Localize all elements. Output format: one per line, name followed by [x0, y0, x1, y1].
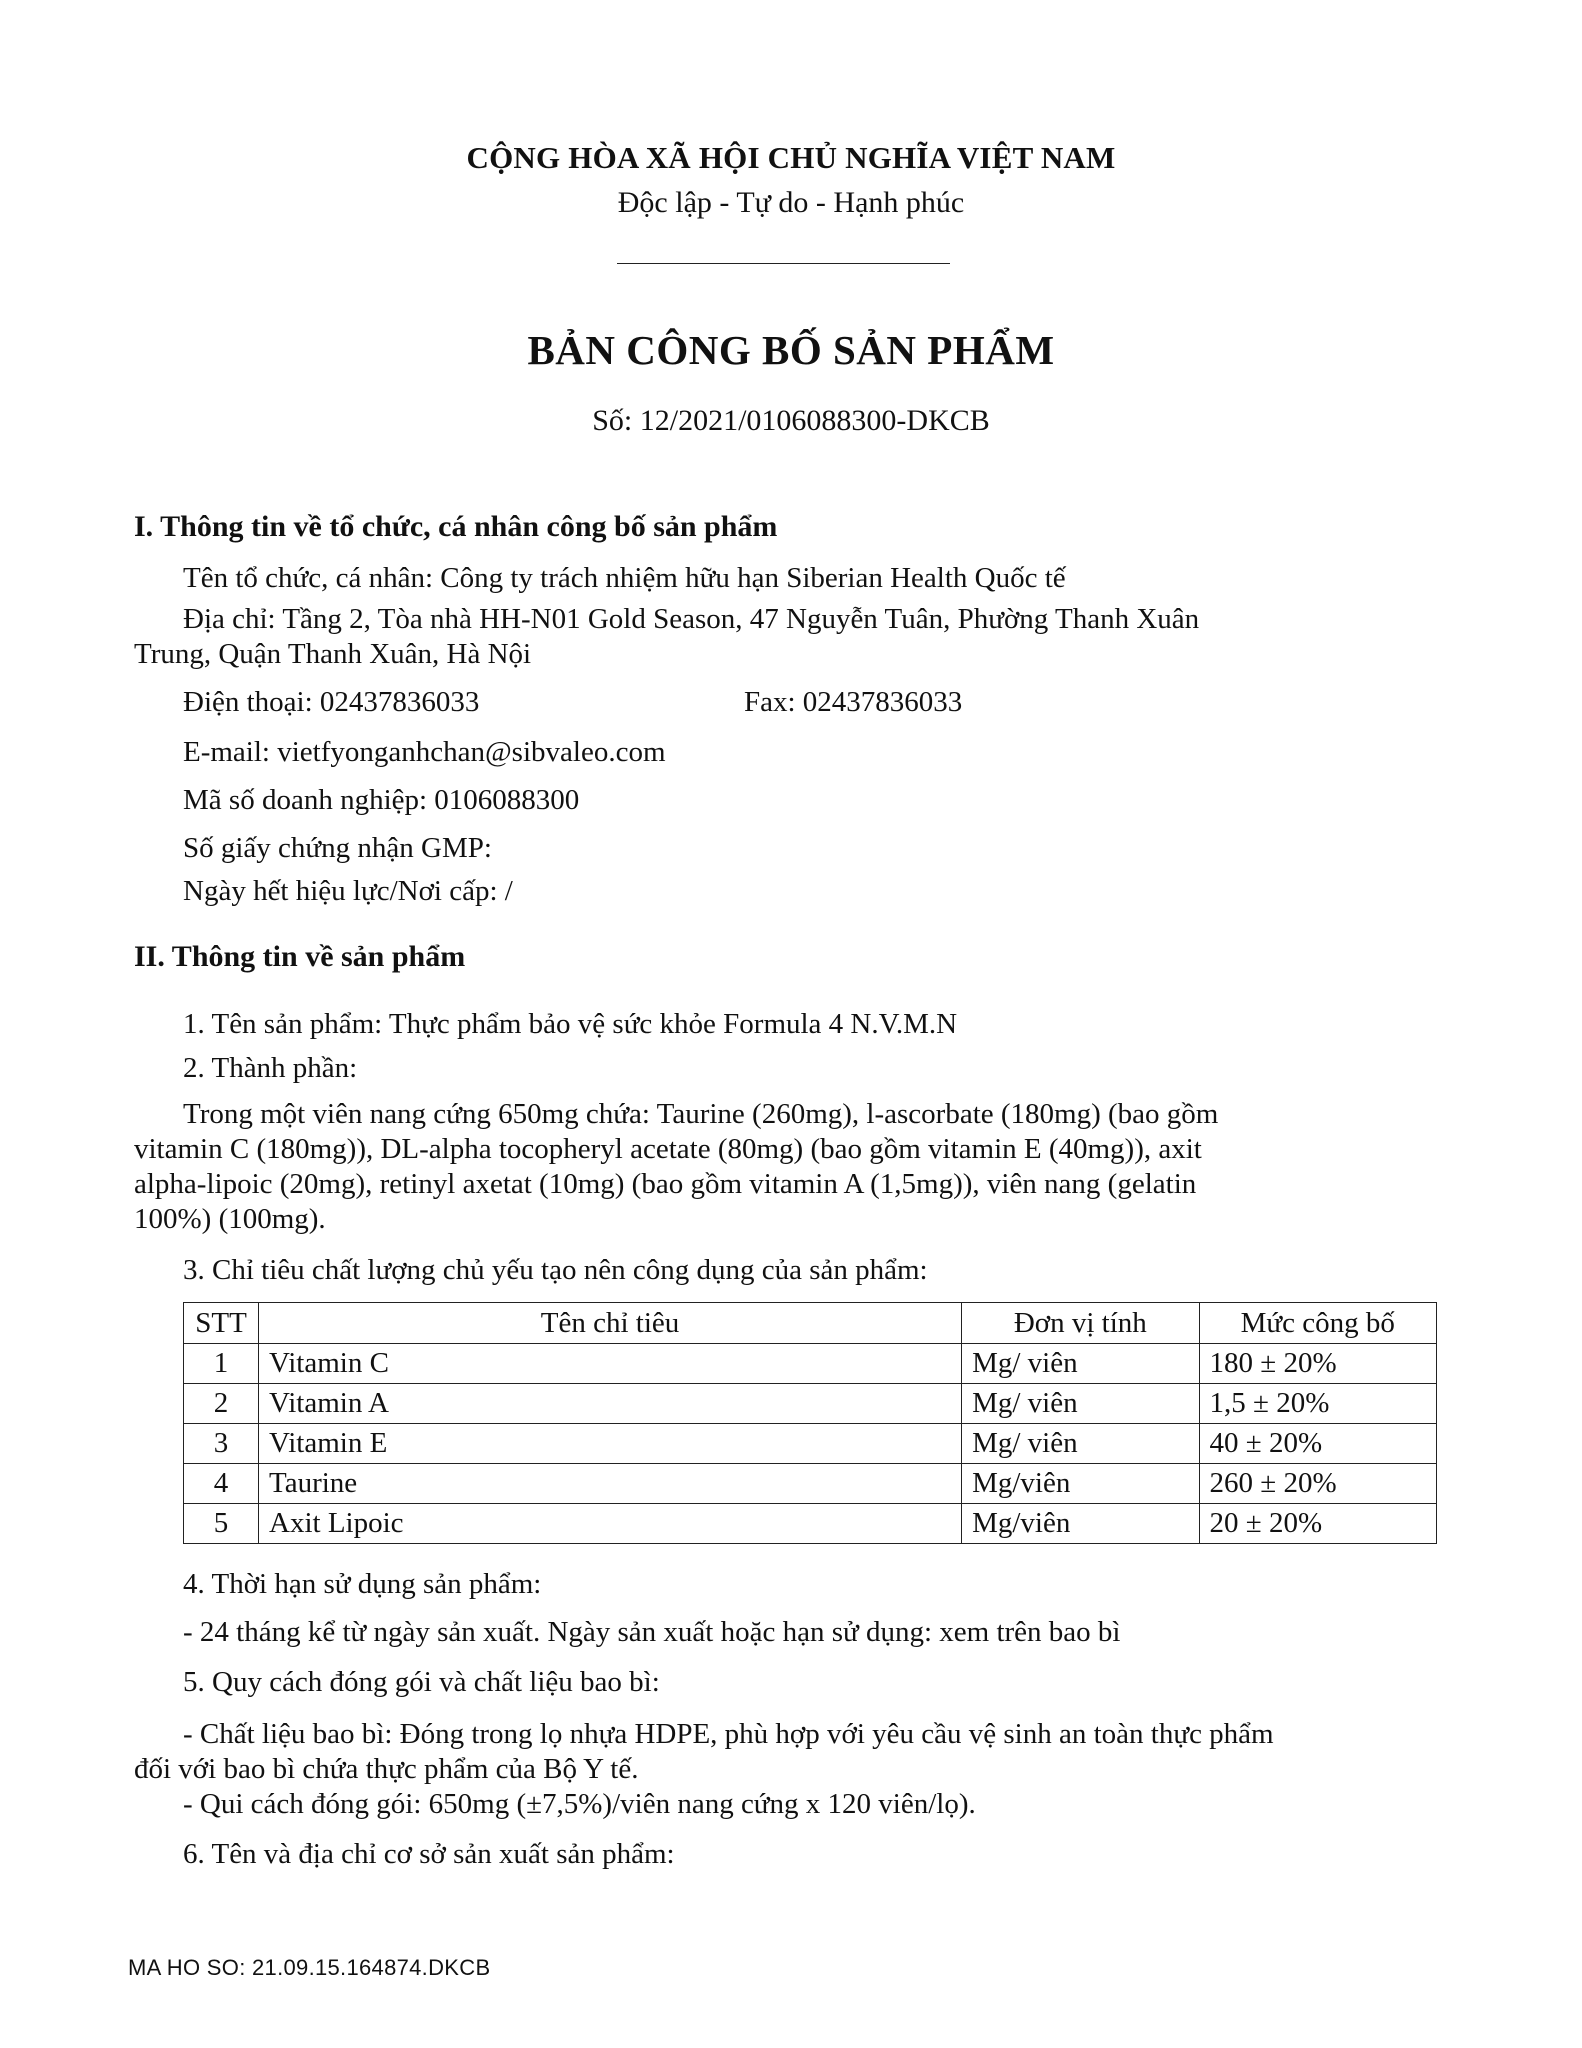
- phone-number: Điện thoại: 02437836033: [183, 686, 480, 718]
- document-title: BẢN CÔNG BỐ SẢN PHẨM: [527, 327, 1055, 373]
- table-row: [184, 1424, 1437, 1464]
- table-cell: 20 ± 20%: [1199, 1504, 1436, 1544]
- packaging-material-line-2: đối với bao bì chứa thực phẩm của Bộ Y tế.: [134, 1753, 639, 1785]
- table-cell: 180 ± 20%: [1199, 1344, 1436, 1384]
- address-line-1: Địa chỉ: Tầng 2, Tòa nhà HH-N01 Gold Season, 47 Nguyễn Tuân, Phường Thanh Xuân: [183, 603, 1200, 635]
- table-cell: Mg/ viên: [962, 1344, 1199, 1384]
- table-cell: 1,5 ± 20%: [1199, 1384, 1436, 1424]
- table-cell: Mg/viên: [962, 1464, 1199, 1504]
- table-cell: Vitamin E: [259, 1424, 962, 1464]
- gmp-certificate: Số giấy chứng nhận GMP:: [183, 832, 492, 864]
- table-cell: Vitamin A: [259, 1384, 962, 1424]
- ingredients-line-2: vitamin C (180mg)), DL-alpha tocopheryl acetate (80mg) (bao gồm vitamin E (40mg)), axit: [134, 1133, 1202, 1165]
- table-header-row: [184, 1303, 1437, 1344]
- ingredients-line-1: Trong một viên nang cứng 650mg chứa: Taurine (260mg), l-ascorbate (180mg) (bao gồm: [183, 1098, 1219, 1130]
- table-cell: 1: [184, 1344, 259, 1384]
- table-row: [184, 1344, 1437, 1384]
- dossier-code: MA HO SO: 21.09.15.164874.DKCB: [128, 1955, 491, 1980]
- table-cell: Mg/ viên: [962, 1384, 1199, 1424]
- product-name: 1. Tên sản phẩm: Thực phẩm bảo vệ sức khỏe Formula 4 N.V.M.N: [183, 1008, 958, 1040]
- section-1-heading: I. Thông tin về tổ chức, cá nhân công bố sản phẩm: [134, 510, 778, 543]
- expiry-issuer: Ngày hết hiệu lực/Nơi cấp: /: [183, 875, 513, 907]
- table-cell: 260 ± 20%: [1199, 1464, 1436, 1504]
- table-cell: 5: [184, 1504, 259, 1544]
- table-row: [184, 1504, 1437, 1544]
- document-number: Số: 12/2021/0106088300-DKCB: [592, 404, 990, 437]
- column-header: Mức công bố: [1199, 1303, 1436, 1344]
- packing-spec: - Qui cách đóng gói: 650mg (±7,5%)/viên nang cứng x 120 viên/lọ).: [183, 1788, 976, 1820]
- table-row: [184, 1384, 1437, 1424]
- business-code: Mã số doanh nghiệp: 0106088300: [183, 784, 580, 816]
- ingredients-line-3: alpha-lipoic (20mg), retinyl axetat (10mg) (bao gồm vitamin A (1,5mg)), viên nang (gelatin: [134, 1168, 1197, 1200]
- column-header: Tên chỉ tiêu: [259, 1303, 962, 1344]
- ingredients-heading: 2. Thành phần:: [183, 1052, 358, 1084]
- national-motto: Độc lập - Tự do - Hạnh phúc: [617, 186, 965, 219]
- table-cell: 40 ± 20%: [1199, 1424, 1436, 1464]
- fax-number: Fax: 02437836033: [744, 686, 963, 718]
- table-cell: Mg/ viên: [962, 1424, 1199, 1464]
- quality-criteria-heading: 3. Chỉ tiêu chất lượng chủ yếu tạo nên công dụng của sản phẩm:: [183, 1254, 928, 1286]
- table-cell: Vitamin C: [259, 1344, 962, 1384]
- ingredients-line-4: 100%) (100mg).: [134, 1203, 326, 1235]
- shelf-life-detail: - 24 tháng kể từ ngày sản xuất. Ngày sản xuất hoặc hạn sử dụng: xem trên bao bì: [183, 1616, 1121, 1648]
- table-row: [184, 1464, 1437, 1504]
- header-divider: [617, 263, 950, 264]
- shelf-life-heading: 4. Thời hạn sử dụng sản phẩm:: [183, 1568, 542, 1600]
- table-cell: 4: [184, 1464, 259, 1504]
- packaging-heading: 5. Quy cách đóng gói và chất liệu bao bì:: [183, 1666, 660, 1698]
- org-name: Tên tổ chức, cá nhân: Công ty trách nhiệm hữu hạn Siberian Health Quốc tế: [183, 562, 1066, 594]
- manufacturer-heading: 6. Tên và địa chỉ cơ sở sản xuất sản phẩm:: [183, 1838, 675, 1870]
- table-cell: 3: [184, 1424, 259, 1464]
- email-address: E-mail: vietfyonganhchan@sibvaleo.com: [183, 736, 666, 768]
- table-cell: Axit Lipoic: [259, 1504, 962, 1544]
- table-cell: Mg/viên: [962, 1504, 1199, 1544]
- national-header: CỘNG HÒA XÃ HỘI CHỦ NGHĨA VIỆT NAM: [466, 140, 1116, 175]
- quality-criteria-table: [183, 1302, 1437, 1544]
- column-header: STT: [184, 1303, 259, 1344]
- table-cell: Taurine: [259, 1464, 962, 1504]
- packaging-material-line-1: - Chất liệu bao bì: Đóng trong lọ nhựa HDPE, phù hợp với yêu cầu vệ sinh an toàn thực phẩm: [183, 1718, 1274, 1750]
- column-header: Đơn vị tính: [962, 1303, 1199, 1344]
- table-cell: 2: [184, 1384, 259, 1424]
- address-line-2: Trung, Quận Thanh Xuân, Hà Nội: [134, 638, 532, 670]
- section-2-heading: II. Thông tin về sản phẩm: [134, 940, 466, 973]
